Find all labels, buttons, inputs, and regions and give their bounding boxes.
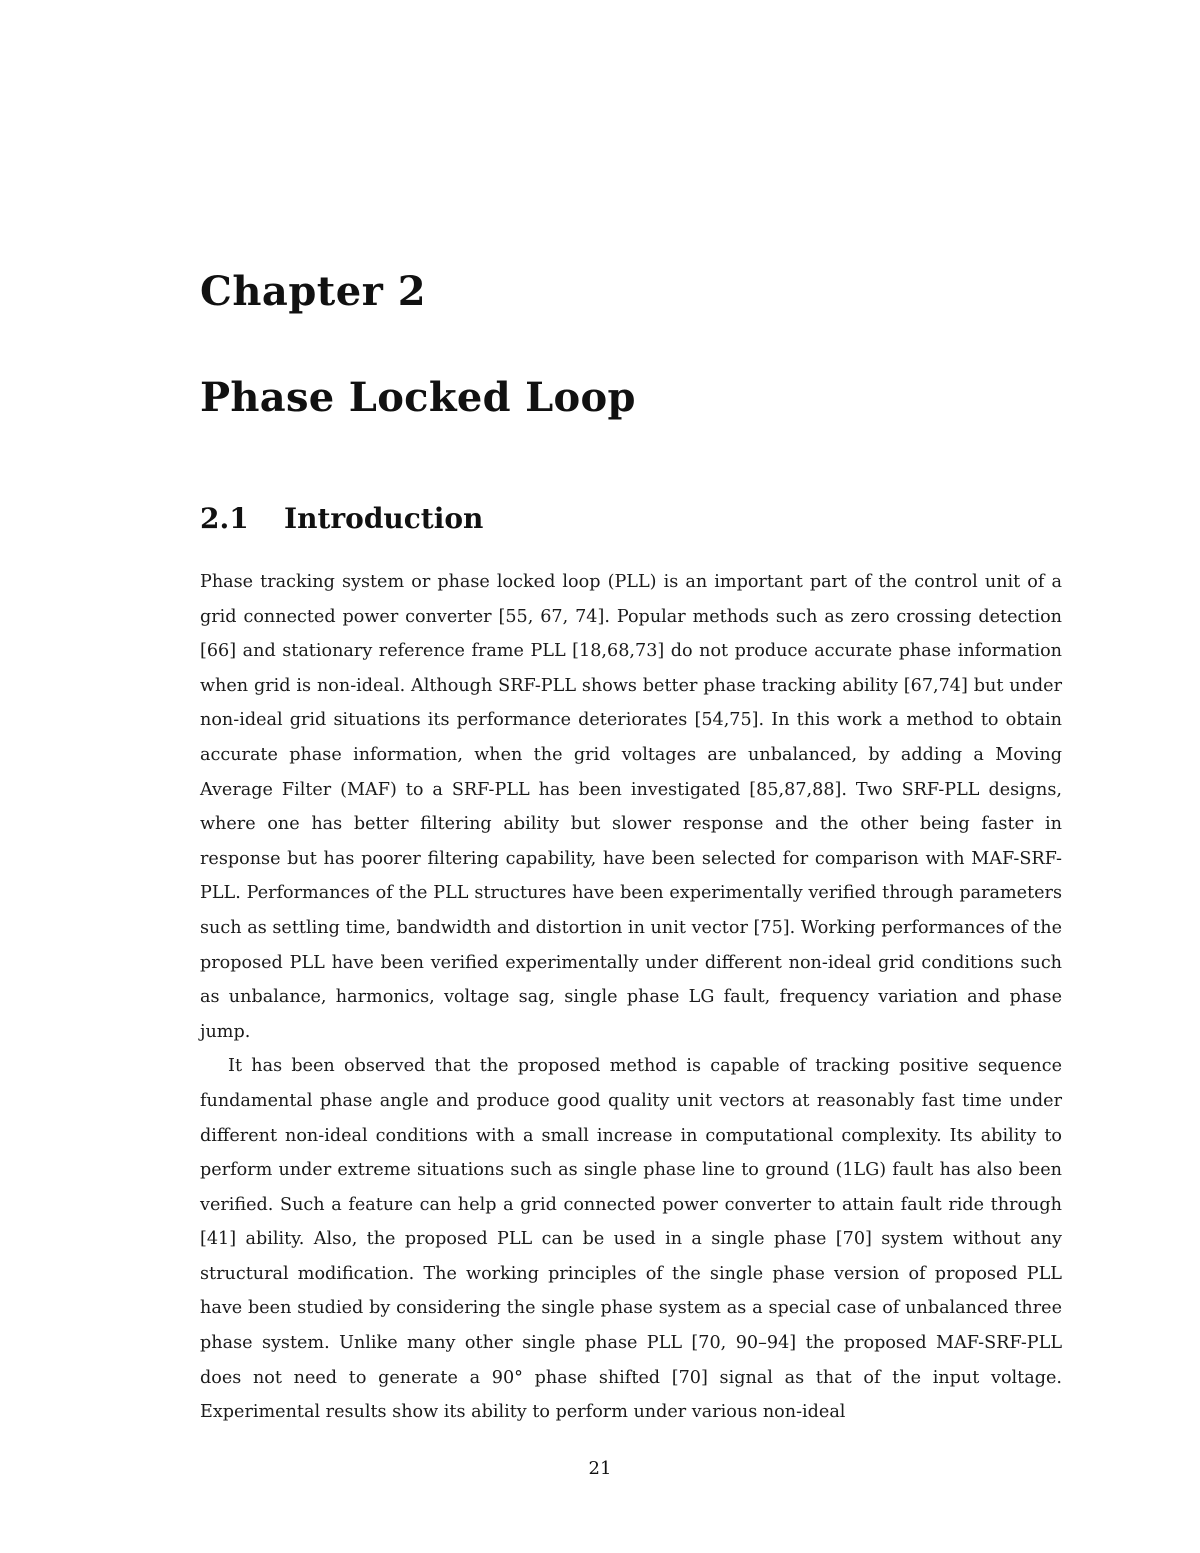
paragraph-2: It has been observed that the proposed method is capable of tracking positive sequence fundamental phase angle and produce good quality unit vectors at reasonably fast time under different non-ideal conditions with a small increase in computational complexity. Its ability to perform under extreme situations such as single phase line to ground (1LG) fault has also been verified. Such a feature can help a grid connected power converter to attain fault ride through [41] ability. Also, the proposed PLL can be used in a single phase [70] system without any structural modification. The working principles of the single phase version of proposed PLL have been studied by considering the single phase system as a special case of unbalanced three phase system. Unlike many other single phase PLL [70, 90–94] the proposed MAF-SRF-PLL does not need to generate a 90° phase shifted [70] signal as that of the input voltage. Experimental results show its ability to perform under various non-ideal <box>200 1056 1062 1423</box>
chapter-title: Phase Locked Loop <box>200 374 636 421</box>
body-text <box>200 565 1062 1430</box>
section-title: Introduction <box>284 502 484 535</box>
chapter-label: Chapter 2 <box>200 268 427 315</box>
page-number: 21 <box>588 1458 612 1479</box>
section-heading <box>200 500 483 538</box>
paragraph-1: Phase tracking system or phase locked loop (PLL) is an important part of the control unit of a grid connected power converter [55, 67, 74]. Popular methods such as zero crossing detection [66] and stationary reference frame PLL [18,68,73] do not produce accurate phase information when grid is non-ideal. Although SRF-PLL shows better phase tracking ability [67,74] but under non-ideal grid situations its performance deteriorates [54,75]. In this work a method to obtain accurate phase information, when the grid voltages are unbalanced, by adding a Moving Average Filter (MAF) to a SRF-PLL has been investigated [85,87,88]. Two SRF-PLL designs, where one has better filtering ability but slower response and the other being faster in response but has poorer filtering capability, have been selected for comparison with MAF-SRF-PLL. Performances of the PLL structures have been experimentally verified through parameters such as settling time, bandwidth and distortion in unit vector [75]. Working performances of the proposed PLL have been verified experimentally under different non-ideal grid conditions such as unbalance, harmonics, voltage sag, single phase LG fault, frequency variation and phase jump. <box>200 572 1062 1042</box>
section-number: 2.1 <box>200 502 249 535</box>
